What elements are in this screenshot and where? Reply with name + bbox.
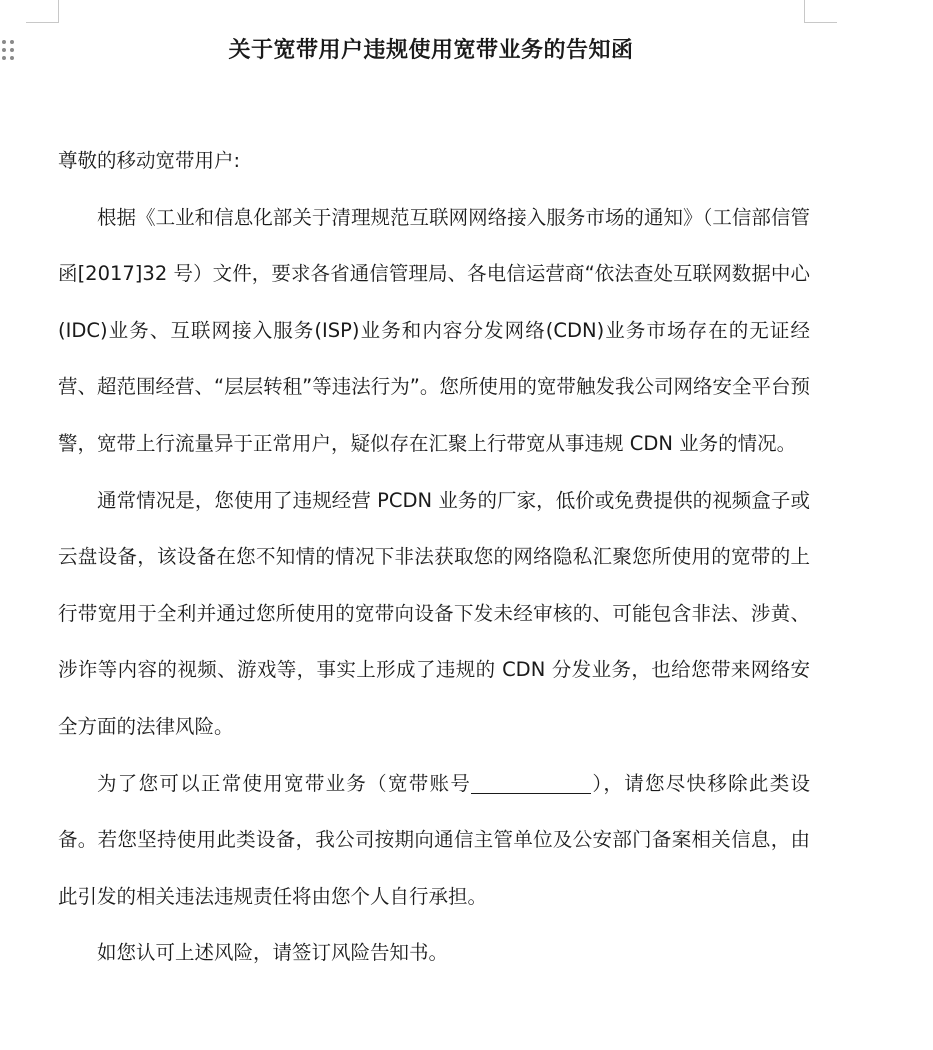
paragraph-remove-device-text-end: ），请您尽快移除此类设备。若您坚持使用此类设备，我公司按期向通信主管单位及公安部门备案相关信息，由此引发的相关违法违规责任将由您个人自行承担。	[58, 771, 810, 908]
account-number-blank[interactable]	[471, 771, 591, 794]
paragraph-sign-notice: 如您认可上述风险，请签订风险告知书。	[97, 941, 449, 965]
page-corner-mark-left	[26, 0, 59, 23]
page-title: 关于宽带用户违规使用宽带业务的告知函	[228, 38, 634, 63]
page-corner-mark-right	[804, 0, 837, 23]
paragraph-pcdn-explanation: 通常情况是，您使用了违规经营 PCDN 业务的厂家，低价或免费提供的视频盒子或云盘设备，该设备在您不知情的情况下非法获取您的网络隐私汇聚您所使用的宽带的上行带宽用于全利并通过您所使用的宽带向设备下发未经审核的、可能包含非法、涉黄、涉诈等内容的视频、游戏等，事实上形成了违规的 CDN 分发业务，也给您带来网络安全方面的法律风险。	[58, 488, 810, 738]
paragraph-regulation: 根据《工业和信息化部关于清理规范互联网网络接入服务市场的通知》（工信部信管函[2017]32 号）文件，要求各省通信管理局、各电信运营商“依法查处互联网数据中心(IDC)业务、互联网接入服务(ISP)业务和内容分发网络(CDN)业务市场存在的无证经营、超范围经营、“层层转租”等违法行为”。您所使用的宽带触发我公司网络安全平台预警，宽带上行流量异于正常用户，疑似存在汇聚上行带宽从事违规 CDN 业务的情况。	[58, 205, 810, 455]
document-body[interactable]	[58, 133, 810, 982]
paragraph-remove-device-text-start: 为了您可以正常使用宽带业务（宽带账号	[97, 771, 472, 795]
paragraph-remove-device	[58, 756, 810, 926]
salutation: 尊敬的移动宽带用户:	[58, 149, 241, 172]
